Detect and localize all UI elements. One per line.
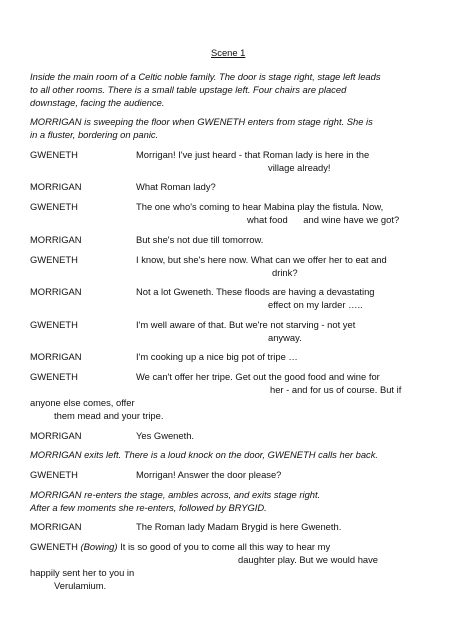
- speaker-name: MORRIGAN: [30, 430, 82, 441]
- dialogue-line: Not a lot Gweneth. These floods are having a devastating: [136, 286, 375, 297]
- dialogue-line: I'm cooking up a nice big pot of tripe …: [136, 351, 298, 362]
- setting-line-3: downstage, facing the audience.: [30, 97, 165, 108]
- dialogue-line: The one who's coming to hear Mabina play the fistula. Now,: [136, 201, 384, 212]
- speaker-name: GWENETH: [30, 201, 78, 212]
- speaker-name: GWENETH: [30, 319, 78, 330]
- dialogue-line: what food and wine have we got?: [247, 214, 400, 225]
- dialogue-line: happily sent her to you in: [30, 567, 135, 578]
- setting-line-1: Inside the main room of a Celtic noble family. The door is stage right, stage left leads: [30, 71, 381, 82]
- stage-direction-2: MORRIGAN exits left. There is a loud knock on the door, GWENETH calls her back.: [30, 449, 379, 460]
- stage-direction-1b: in a fluster, bordering on panic.: [30, 129, 159, 140]
- dialogue-line: But she's not due till tomorrow.: [136, 234, 264, 245]
- speaker-name: GWENETH: [30, 371, 78, 382]
- speaker-name: GWENETH: [30, 149, 78, 160]
- dialogue-line: her - and for us of course. But if: [270, 384, 402, 395]
- dialogue-line: We can't offer her tripe. Get out the good food and wine for: [136, 371, 380, 382]
- speaker-name: GWENETH: [30, 469, 78, 480]
- final-speech: [30, 541, 330, 554]
- speaker-name: GWENETH: [30, 541, 78, 552]
- dialogue-line: What Roman lady?: [136, 181, 216, 192]
- dialogue-line: Yes Gweneth.: [136, 430, 195, 441]
- dialogue-line: It is so good of you to come all this way to hear my: [120, 541, 331, 552]
- speaker-name: MORRIGAN: [30, 351, 82, 362]
- dialogue-line: The Roman lady Madam Brygid is here Gweneth.: [136, 521, 342, 532]
- dialogue-line: drink?: [272, 267, 298, 278]
- stage-direction-3a: MORRIGAN re-enters the stage, ambles across, and exits stage right.: [30, 489, 321, 500]
- dialogue-line: anyone else comes, offer: [30, 397, 135, 408]
- speaker-name: MORRIGAN: [30, 286, 82, 297]
- dialogue-line: village already!: [268, 162, 331, 173]
- stage-direction-1a: MORRIGAN is sweeping the floor when GWENETH enters from stage right. She is: [30, 116, 373, 127]
- setting-line-2: to all other rooms. There is a small table upstage left. Four chairs are placed: [30, 84, 347, 95]
- stage-direction-3b: After a few moments she re-enters, followed by BRYGID.: [30, 502, 267, 513]
- dialogue-line: Verulamium.: [54, 580, 107, 591]
- dialogue-line: them mead and your tripe.: [54, 410, 164, 421]
- dialogue-line: anyway.: [268, 332, 302, 343]
- dialogue-line: I know, but she's here now. What can we offer her to eat and: [136, 254, 387, 265]
- scene-title: Scene 1: [211, 47, 246, 58]
- dialogue-line: effect on my larder …..: [268, 299, 363, 310]
- dialogue-line: I'm well aware of that. But we're not starving - not yet: [136, 319, 356, 330]
- speaker-name: GWENETH: [30, 254, 78, 265]
- dialogue-line: daughter play. But we would have: [238, 554, 379, 565]
- dialogue-line: Morrigan! I've just heard - that Roman lady is here in the: [136, 149, 370, 160]
- stage-direction-inline: (Bowing): [80, 541, 118, 552]
- dialogue-line: Morrigan! Answer the door please?: [136, 469, 282, 480]
- speaker-name: MORRIGAN: [30, 521, 82, 532]
- speaker-name: MORRIGAN: [30, 181, 82, 192]
- speaker-name: MORRIGAN: [30, 234, 82, 245]
